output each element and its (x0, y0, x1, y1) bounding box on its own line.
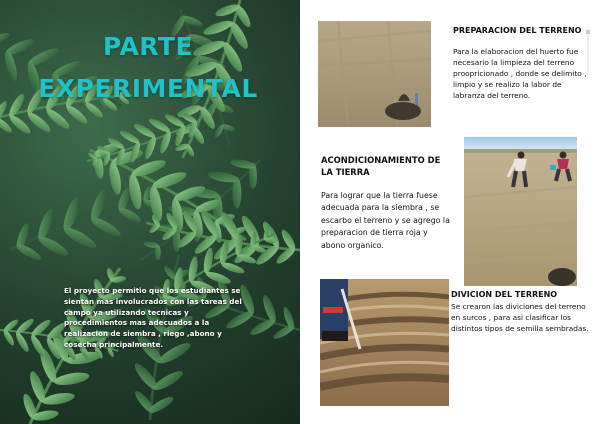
furrows-photo (320, 279, 449, 406)
page-title-line-1: PARTE (102, 32, 194, 61)
section-heading-divicion: DIVICION DEL TERRENO (451, 290, 558, 299)
students-working-soil-photo (464, 137, 577, 286)
section-heading-acondicionamiento: ACONDICIONAMIENTO DE LA TIERRA (321, 155, 441, 177)
section-text-divicion: Se crearon las diviciones del terreno en surcos , para asi clasificar los distintos tipos de semilla sembradas. (451, 302, 589, 333)
right-page (300, 0, 600, 424)
section-text-preparacion: Para la elaboracion del huerto fue necesario la limpieza del terreno proopricionado , donde se delimito , limpio y se realizo la labor de labranza del terreno. (453, 47, 587, 100)
intro-paragraph: El proyecto permitio que los estudiantes se sientan mas involucrados con las tareas del campo ya utilizando tecnicas y procedimientos mas adecuados a la realizacion de siembra , riego ,abono y cosecha principalmente. (64, 286, 242, 349)
section-heading-preparacion: PREPARACION DEL TERRENO (453, 26, 582, 35)
cleared-soil-photo (318, 21, 431, 127)
page-edge-marks (584, 28, 592, 78)
page-title-line-2: EXPERIMENTAL (38, 74, 258, 103)
section-text-acondicionamiento: Para lograr que la tierra fuese adecuada para la siembra , se escarbo el terreno y se agrego la preparacion de tierra roja y abono organico. (321, 191, 450, 250)
